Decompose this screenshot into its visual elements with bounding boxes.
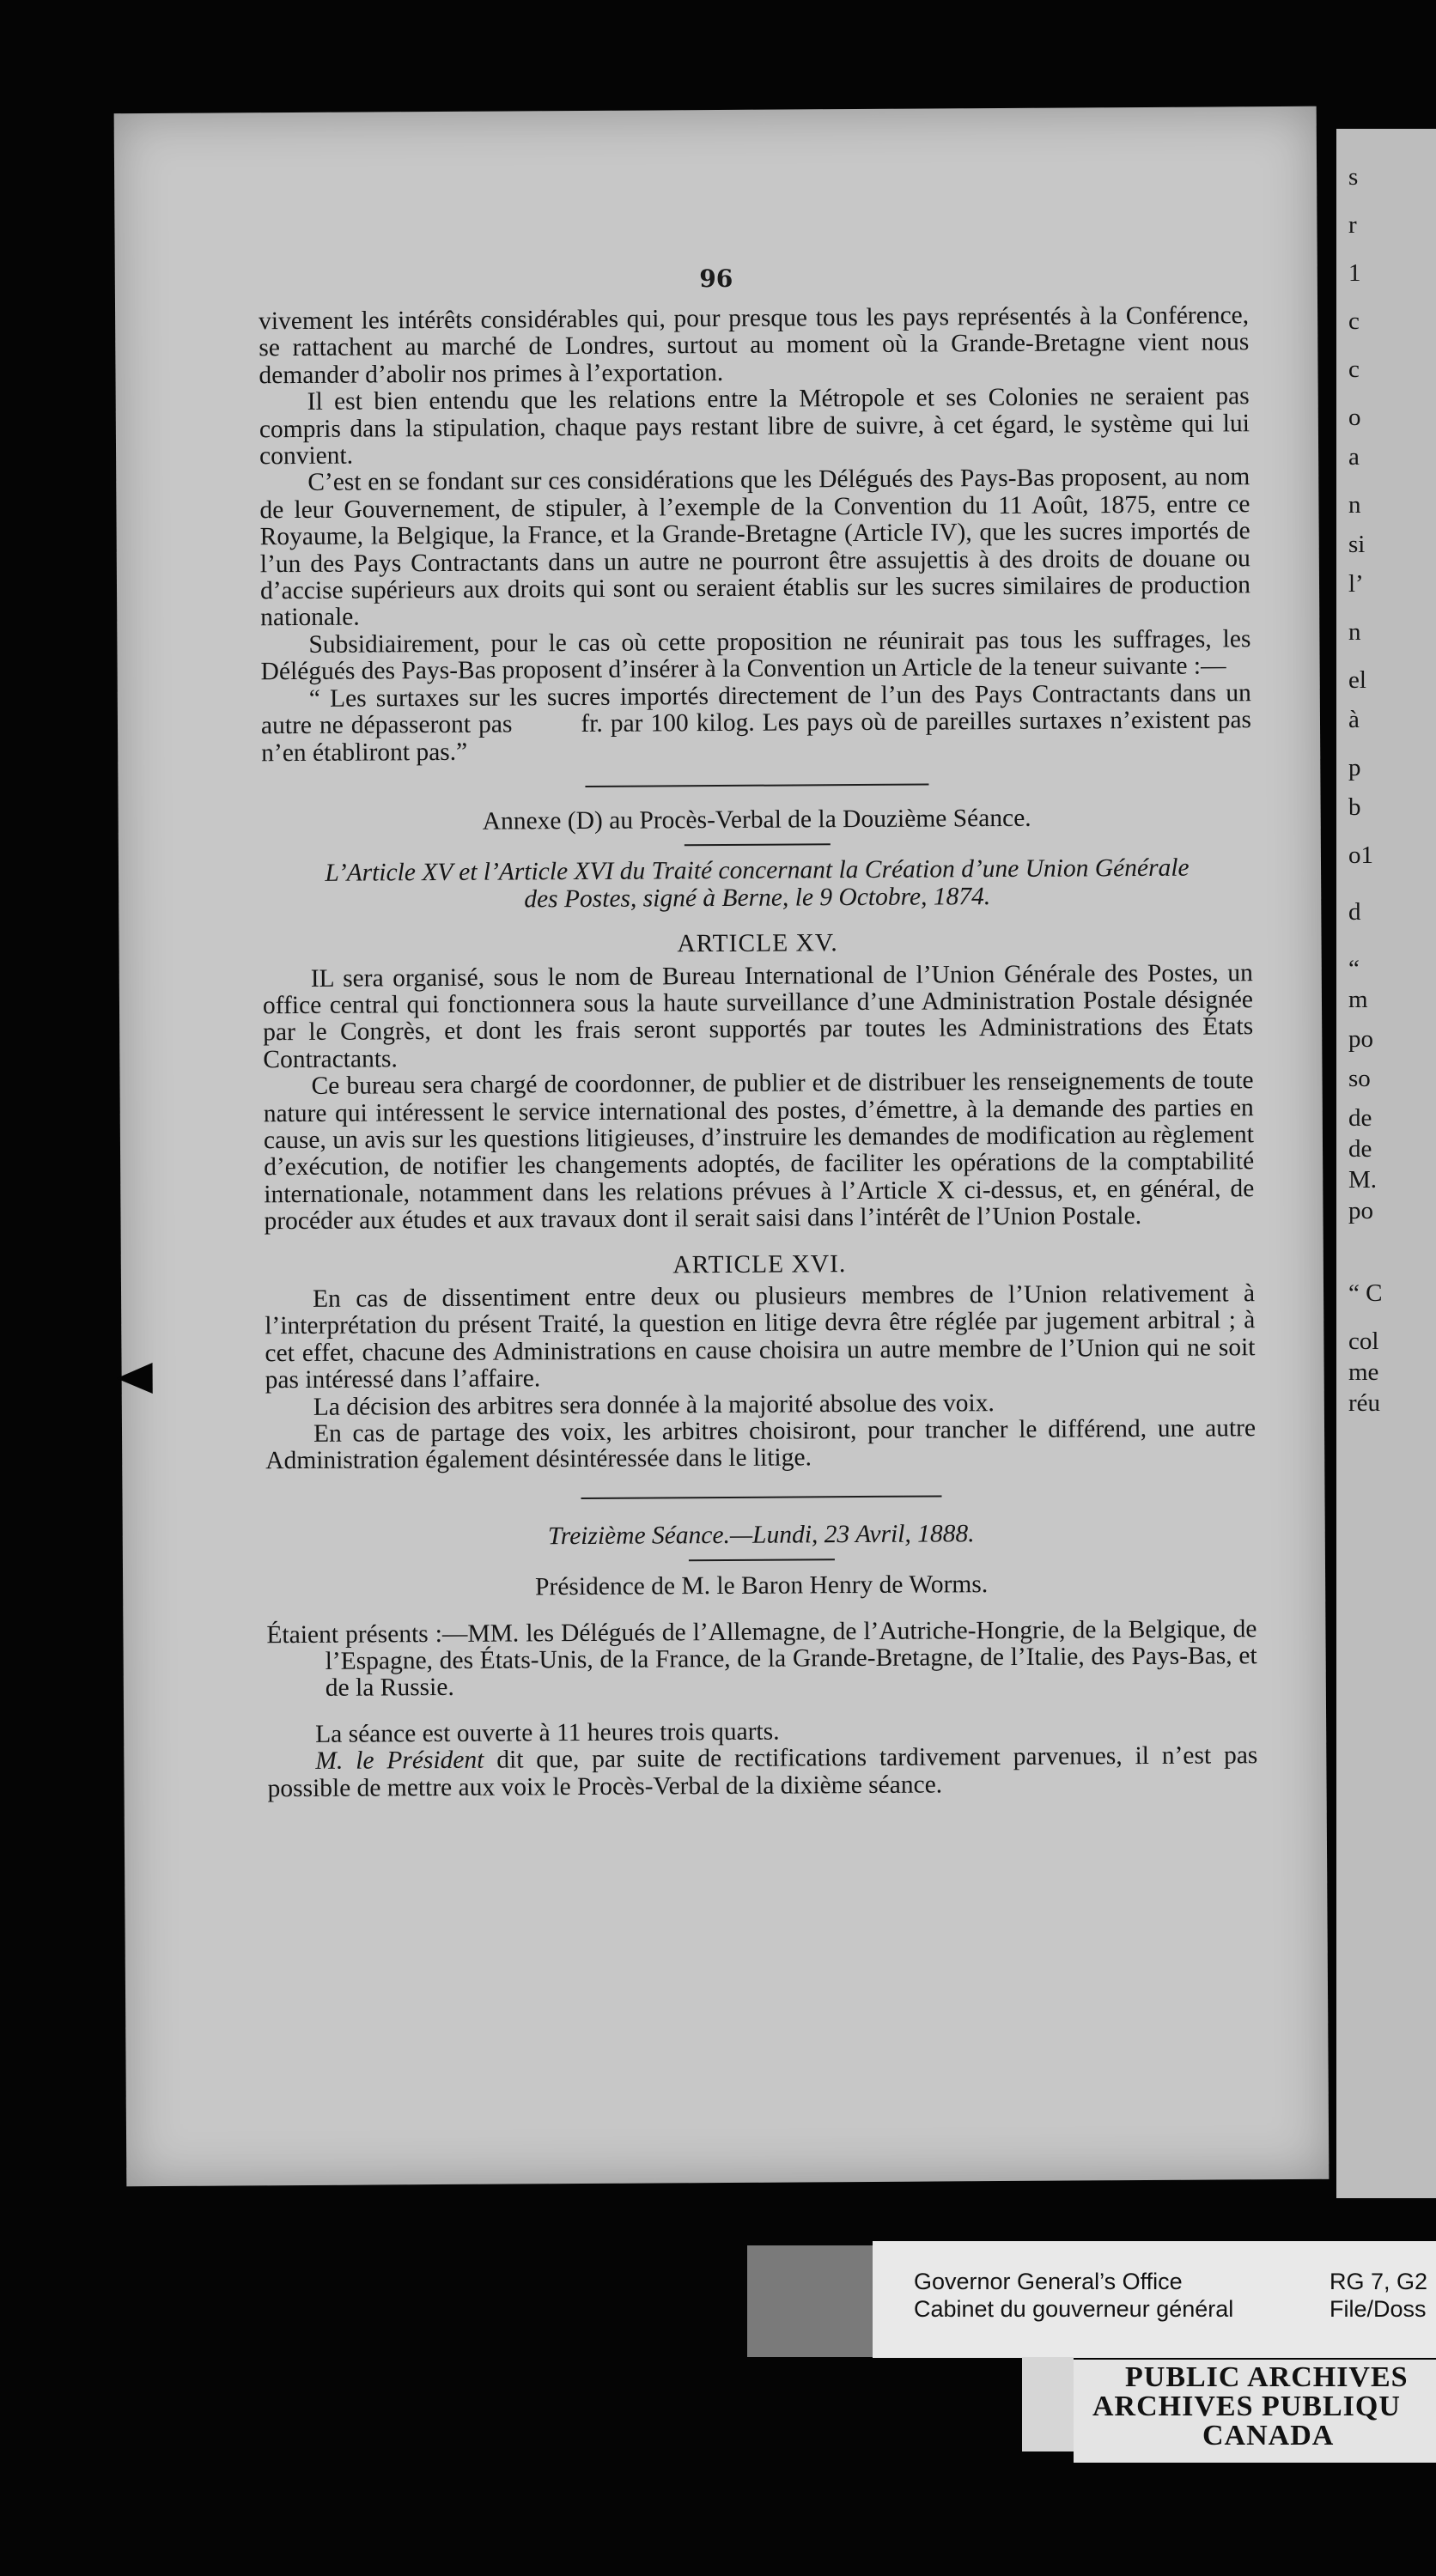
- session-title: Treizième Séance.—Lundi, 23 Avril, 1888.: [547, 1520, 975, 1551]
- adjacent-page-fragment: b: [1348, 793, 1361, 821]
- adjacent-page-fragment: réu: [1348, 1389, 1381, 1417]
- adjacent-page-fragment: c: [1348, 307, 1360, 335]
- president-label: M. le Président: [315, 1746, 484, 1776]
- margin-pointer: [117, 1363, 153, 1394]
- adjacent-page-fragment: me: [1348, 1358, 1379, 1386]
- stamp-backing: [1022, 2357, 1074, 2451]
- paragraph-4: Subsidiairement, pour le cas où cette proposition ne réunirait pas tous les suffrages, les Délégués des Pays-Bas proposent d’insérer à la Convention un Article de la teneur suivante :—: [260, 625, 1251, 686]
- page-body: [259, 302, 1258, 1802]
- article-xv-heading: ARTICLE XV.: [677, 929, 838, 958]
- archives-stamp: [1074, 2360, 1436, 2463]
- adjacent-page-fragment: n: [1348, 618, 1361, 646]
- annex-subtitle-line-2: des Postes, signé à Berne, le 9 Octobre, 1874.: [524, 882, 991, 914]
- section-divider: [585, 783, 928, 787]
- adjacent-page-fragment: de: [1348, 1135, 1372, 1163]
- adjacent-page-fragment: M.: [1348, 1166, 1378, 1194]
- adjacent-page-fragment: p: [1348, 754, 1361, 781]
- article-xvi-paragraph-1: En cas de dissentiment entre deux ou plusieurs membres de l’Union relativement à l’interprétation du présent Traité, la question en litige devra être réglée par jugement arbitral ; à cet effet, chacune des Administrations en cause choisira un autre membre de l’Union qui ne soit pas intéressé dans l’affaire.: [265, 1279, 1256, 1394]
- paragraph-1: vivement les intérêts considérables qui, pour presque tous les pays représentés à la Conférence, se rattachent au marché de Londres, surtout au moment où la Grande-Bretagne vient nous demander d’abolir nos primes à l’exportation.: [259, 301, 1250, 390]
- adjacent-page-fragment: “ C: [1348, 1279, 1383, 1307]
- adjacent-page-edge: [1336, 129, 1436, 2198]
- office-name-en: Governor General’s Office: [914, 2269, 1183, 2294]
- adjacent-page-fragment: m: [1348, 986, 1368, 1013]
- opening-line: La séance est ouverte à 11 heures trois quarts.: [315, 1717, 780, 1748]
- article-xvi-paragraph-2: La décision des arbitres sera donnée à la majorité absolue des voix.: [313, 1388, 995, 1421]
- adjacent-page-fragment: po: [1348, 1025, 1373, 1053]
- paragraph-3: C’est en se fondant sur ces considérations que les Délégués des Pays-Bas proposent, au nom de leur Gouvernement, de stipuler, à l’exemple de la Convention du 11 Août, 1875, entre ce Royaume, la Belgique, la France, et la Grande-Bretagne (Article IV), que les sucres importés de l’un des Pays Contractants dans un autre ne pourront être assujettis à des droits de douane ou d’accise supérieurs aux droits qui sont ou seraient établis sur les sucres similaires de production nationale.: [259, 463, 1251, 632]
- adjacent-page-fragment: si: [1348, 531, 1366, 558]
- document-page: [114, 106, 1330, 2187]
- article-xv-paragraph-1: IL sera organisé, sous le nom de Bureau International de l’Union Générale des Postes, un office central qui fonctionnera sous la haute surveillance d’une Administration Postale désignée par le Congrès, et dont les frais seront supportés par toutes les Administrations des États Contractants.: [262, 958, 1254, 1074]
- adjacent-page-fragment: à: [1348, 706, 1360, 733]
- annex-title-underline: [684, 844, 830, 847]
- stamp-line-2: ARCHIVES PUBLIQU: [1092, 2391, 1401, 2422]
- article-xv-paragraph-2: Ce bureau sera chargé de coordonner, de publier et de distribuer les renseignements de toute nature qui intéressent le service international des postes, d’émettre, à la demande des parties en cause, un avis sur les questions litigieuses, d’instruire les demandes de modification au règlement d’exécution, de notifier les changements adoptés, de faciliter les opérations de la comptabilité internationale, notamment dans les relations prévues à l’Article X ci-dessus, et, en général, de procéder aux études et aux travaux dont il serait saisi dans l’intérêt de l’Union Postale.: [263, 1066, 1255, 1236]
- president-statement: [267, 1742, 1257, 1802]
- annex-subtitle-line-1: L’Article XV et l’Article XVI du Traité concernant la Création d’une Union Générale: [325, 854, 1190, 888]
- adjacent-page-fragment: s: [1348, 163, 1359, 191]
- quoted-article: [261, 680, 1252, 767]
- quoted-article-part-1: “ Les surtaxes sur les sucres importés directement de l’un des Pays Contractants dans un autre ne dépasseront pas: [260, 678, 1251, 740]
- adjacent-page-fragment: n: [1348, 491, 1361, 519]
- article-xvi-paragraph-3: En cas de partage des voix, les arbitres choisiront, pour trancher le différend, une autre Administration également désintéressée dans le litige.: [265, 1414, 1256, 1475]
- adjacent-page-fragment: “: [1348, 955, 1360, 982]
- section-divider: [581, 1495, 941, 1499]
- session-title-underline: [688, 1558, 834, 1561]
- adjacent-page-fragment: c: [1348, 355, 1360, 383]
- adjacent-page-fragment: so: [1348, 1065, 1371, 1092]
- adjacent-page-fragment: d: [1348, 898, 1361, 926]
- adjacent-page-fragment: po: [1348, 1197, 1373, 1224]
- presidency-line: Présidence de M. le Baron Henry de Worms.: [534, 1571, 989, 1601]
- record-group: RG 7, G2: [1330, 2269, 1428, 2294]
- adjacent-page-fragment: r: [1348, 211, 1357, 239]
- annex-title: Annexe (D) au Procès-Verbal de la Douzième Séance.: [482, 804, 1031, 835]
- page-number: 96: [699, 264, 733, 294]
- file-reference: File/Doss: [1330, 2296, 1427, 2322]
- adjacent-page-fragment: o: [1348, 404, 1361, 431]
- archive-label: [873, 2241, 1436, 2358]
- quoted-article-part-2: fr. par 100 kilog. Les pays où de pareilles surtaxes n’existent pas n’en établiront pas.”: [261, 706, 1252, 767]
- attendees-paragraph: Étaient présents :—MM. les Délégués de l’Allemagne, de l’Autriche-Hongrie, de la Belgique, de l’Espagne, des États-Unis, de la France, de la Grande-Bretagne, de l’Italie, des Pays-Bas, et de la Russie.: [266, 1614, 1257, 1703]
- stamp-line-3: CANADA: [1202, 2420, 1335, 2451]
- adjacent-page-fragment: col: [1348, 1327, 1379, 1355]
- article-xvi-heading: ARTICLE XVI.: [672, 1249, 847, 1279]
- president-text: dit que, par suite de rectifications tardivement parvenues, il n’est pas possible de mettre aux voix le Procès-Verbal de la dixième séance.: [267, 1741, 1258, 1802]
- adjacent-page-fragment: 1: [1348, 259, 1361, 287]
- paragraph-2: Il est bien entendu que les relations entre la Métropole et ses Colonies ne seraient pas compris dans la stipulation, chaque pays restant libre de suivre, à cet égard, le système qui lui convient.: [259, 382, 1250, 471]
- adjacent-page-fragment: a: [1348, 443, 1360, 471]
- adjacent-page-fragment: de: [1348, 1104, 1372, 1132]
- stamp-line-1: PUBLIC ARCHIVES: [1125, 2361, 1409, 2393]
- adjacent-page-fragment: l’: [1348, 570, 1364, 598]
- adjacent-page-fragment: el: [1348, 666, 1366, 694]
- label-backing: [747, 2245, 876, 2357]
- office-name-fr: Cabinet du gouverneur général: [914, 2296, 1234, 2322]
- adjacent-page-fragment: o1: [1348, 841, 1373, 869]
